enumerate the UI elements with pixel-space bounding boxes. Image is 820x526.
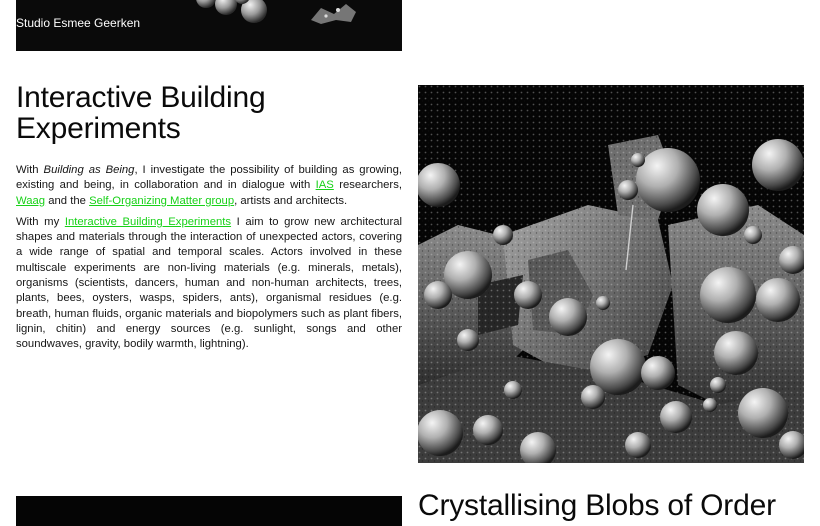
intro-paragraph [16,163,402,209]
ias-link[interactable]: IAS [315,179,334,192]
next-project-title: Crystallising Blobs of Order [418,489,776,522]
book-title: Building as Being [43,164,135,176]
next-project-image[interactable] [16,496,402,526]
text-segment: researchers, [333,179,402,192]
project-title: Interactive Building Experiments [16,81,266,145]
project-hero-image[interactable] [418,85,804,463]
self-organizing-matter-link[interactable]: Self-Organizing Matter group [89,194,235,207]
text-segment: , I investigate the possibility of building as growing, existing and being, in collaboration and in dialogue with [16,164,402,192]
text-segment: With my [16,215,65,228]
waag-link[interactable]: Waag [16,194,46,207]
experiments-paragraph [16,215,402,353]
text-segment: , artists and architects. [234,194,348,207]
project-description [16,163,402,359]
text-segment: I aim to grow new architectural shapes and materials through the interaction of unexpected actors, covering a wide range of spatial and temporal scales. Actors involved in these multiscale experiments are non-living materials (e.g. minerals, metals), organisms (scientists, dancers, human and non-human architects, trees, plants, bees, oysters, wasps, spiders, ants), organismal residues (e.g. breath, human fluids, organic materials and biopolymers such as plant fibers, lignin, chitin) and energy sources (e.g. sunlight, songs and other soundwaves, gravity, bodily warmth, lightning). [16,215,403,351]
micrograph-image [418,85,804,463]
text-segment: and the [45,194,90,207]
text-segment: With [16,164,44,176]
studio-image-card[interactable] [16,0,402,51]
interactive-building-experiments-link[interactable]: Interactive Building Experiments [64,215,232,228]
studio-caption: Studio Esmee Geerken [16,16,141,30]
